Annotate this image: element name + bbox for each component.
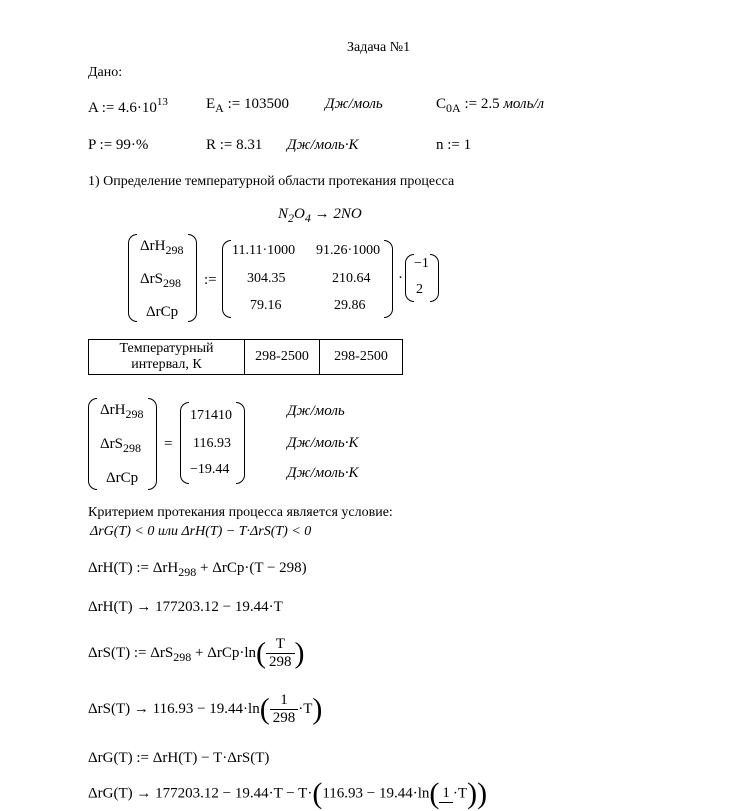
reaction-sub: 4: [304, 211, 311, 225]
result-unit: Дж/моль·K: [287, 435, 359, 451]
given-EA-unit: Дж/моль: [325, 96, 383, 112]
coef-cell: −1: [414, 256, 429, 271]
given-n: n := 1: [436, 137, 472, 153]
var-value: := 103500: [223, 96, 289, 112]
right-paren: [188, 234, 197, 322]
reaction-part: 2NO: [333, 206, 362, 222]
section-heading: 1) Определение температурной области протекания процесса: [88, 174, 455, 189]
reaction-arrow: →: [310, 206, 334, 222]
criterion-text: Критерием протекания процесса является условие:: [88, 505, 393, 520]
given-P: P := 99·%: [88, 137, 149, 153]
right-paren: [148, 398, 157, 490]
fraction: 1: [439, 785, 453, 803]
given-label: Дано:: [88, 65, 123, 80]
vector-item: ΔrH$_{298}$: [100, 402, 144, 421]
given-R: R := 8.31: [206, 137, 263, 153]
result-unit: Дж/моль·K: [287, 465, 359, 481]
reaction-part: N: [278, 206, 289, 222]
right-paren: [384, 240, 393, 318]
vector-item: ΔrS$_{298}$: [140, 271, 181, 290]
table-label-line: Температурный: [119, 341, 214, 356]
var-name: C: [436, 96, 447, 112]
vector-item: ΔrCp: [146, 304, 179, 320]
left-paren: [88, 398, 97, 490]
matrix-cell: 91.26·1000: [316, 243, 381, 258]
matrix-cell: 29.86: [334, 298, 366, 313]
criterion-formula: ΔrG(T) < 0 или ΔrH(T) − T·ΔrS(T) < 0: [90, 524, 312, 539]
var-sub: 0A: [446, 101, 461, 115]
var-unit: моль/л: [503, 96, 545, 112]
given-EA: [206, 96, 289, 116]
left-paren: [180, 402, 189, 484]
exponent: 13: [156, 96, 168, 108]
vector-item: ΔrH$_{298}$: [140, 238, 184, 257]
equation-dH-def: ΔrH(T) := ΔrH$_{298}$ + ΔrCp·(T − 298): [88, 560, 307, 579]
table-cell: 298-2500: [245, 340, 320, 375]
equation-dS-def: ΔrS(T) := ΔrS$_{298}$ + ΔrCp·ln( $\frac{T}{298}$ ): [88, 636, 305, 670]
equals-operator: =: [164, 436, 173, 452]
result-value: 116.93: [193, 436, 231, 451]
vector-item: ΔrCp: [106, 470, 139, 486]
table-row: [89, 340, 403, 375]
equation-dG-result: ΔrG(T) → 177203.12 − 19.44·T − T·(116.93 − 19.44·ln( 1 ·T)): [88, 777, 488, 810]
vector-item: ΔrS$_{298}$: [100, 436, 141, 455]
table-label-line: интервал, К: [131, 357, 202, 372]
reaction-sub: 2: [288, 211, 295, 225]
equation-dG-def: ΔrG(T) := ΔrH(T) − T·ΔrS(T): [88, 750, 270, 766]
matrix-cell: 210.64: [332, 271, 371, 286]
left-paren: [222, 240, 231, 318]
var-name: A: [88, 100, 99, 116]
matrix-cell: 79.16: [250, 298, 282, 313]
var-value: := 4.6·10: [98, 100, 157, 116]
equation-dH-result: ΔrH(T) → 177203.12 − 19.44·T: [88, 599, 283, 615]
matrix-cell: 11.11·1000: [232, 243, 296, 258]
reaction-part: O: [294, 206, 305, 222]
given-A: [88, 96, 168, 117]
table-cell-label: [89, 340, 245, 375]
fraction: $\frac{1}{298}$: [270, 692, 299, 727]
result-value: 171410: [190, 408, 232, 423]
result-value: −19.44: [190, 462, 230, 477]
temperature-table: [88, 339, 403, 375]
equation-dS-result: ΔrS(T) → 116.93 − 19.44·ln( $\frac{1}{298}$ ·T): [88, 692, 323, 726]
right-paren: [430, 254, 439, 302]
var-value: := 2.5: [460, 96, 500, 112]
page-title: Задача №1: [347, 40, 411, 55]
table-cell: 298-2500: [320, 340, 403, 375]
right-paren: [236, 402, 245, 484]
var-name: E: [206, 96, 216, 112]
left-paren: [128, 234, 137, 322]
matrix-cell: 304.35: [247, 271, 286, 286]
assign-operator: :=: [204, 272, 217, 288]
given-R-unit: Дж/моль·K: [287, 137, 359, 153]
fraction: $\frac{T}{298}$: [266, 636, 295, 671]
reaction-equation: [278, 206, 362, 226]
var-sub: A: [215, 101, 224, 115]
left-paren: [405, 254, 414, 302]
coef-cell: 2: [416, 282, 423, 297]
mult-operator: ·: [398, 270, 403, 286]
result-unit: Дж/моль: [287, 403, 345, 419]
given-C0A: [436, 96, 544, 116]
